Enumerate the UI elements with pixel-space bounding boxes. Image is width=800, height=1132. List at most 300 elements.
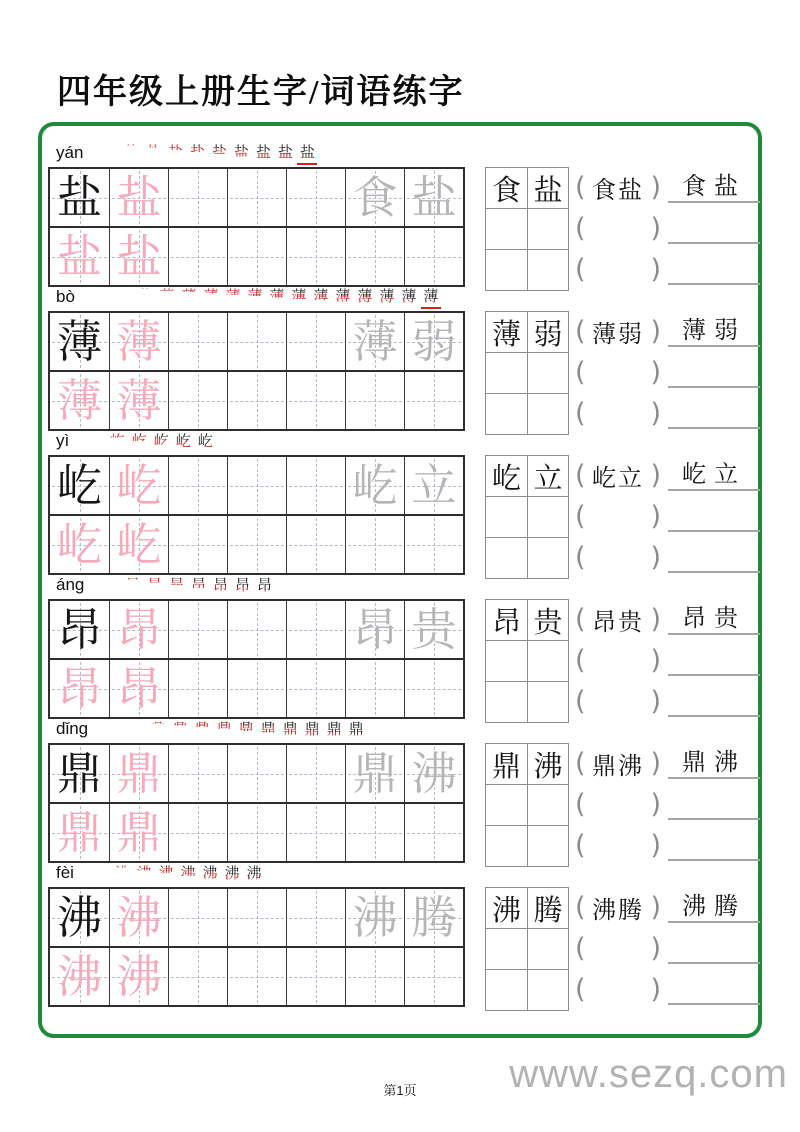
open-paren: ( xyxy=(575,254,586,285)
word-character: 立 xyxy=(533,460,563,495)
practice-cell xyxy=(227,660,286,717)
word-cell xyxy=(527,744,568,784)
practice-cell xyxy=(227,516,286,573)
close-paren: ) xyxy=(650,172,661,203)
pinyin-label: dǐng xyxy=(56,719,89,738)
writing-line xyxy=(668,784,760,825)
practice-cell xyxy=(168,169,227,226)
pinyin-label: yì xyxy=(56,431,70,450)
practice-cell xyxy=(168,457,227,514)
hint-character: 食 xyxy=(352,171,398,224)
close-paren: ) xyxy=(650,686,661,717)
practice-cell xyxy=(286,457,345,514)
word-cell xyxy=(527,888,568,928)
close-paren: ) xyxy=(650,357,661,388)
practice-cell xyxy=(404,948,463,1005)
practice-cell xyxy=(50,948,109,1005)
stroke-step: 薄 xyxy=(267,285,287,307)
stroke-order-sequence xyxy=(99,141,319,165)
word-cell xyxy=(527,353,568,393)
stroke-step: 薄 xyxy=(245,285,265,307)
trace-character: 薄 xyxy=(56,374,102,427)
practice-cell xyxy=(227,745,286,802)
stroke-step: 鼎 xyxy=(346,718,366,740)
stroke-step: 薄 xyxy=(223,285,243,307)
open-paren: ( xyxy=(575,892,586,923)
word-cell xyxy=(486,312,527,352)
word-cell xyxy=(527,641,568,681)
practice-cell xyxy=(404,169,463,226)
pinyin-line xyxy=(56,860,266,886)
close-paren: ) xyxy=(650,604,661,635)
practice-cell xyxy=(109,660,168,717)
stroke-step: 盐 xyxy=(143,141,163,163)
line-column xyxy=(668,167,760,290)
stroke-step: 薄 xyxy=(421,285,441,309)
practice-grid-row xyxy=(50,946,463,1005)
stroke-step: 沸 xyxy=(134,862,154,884)
practice-cell xyxy=(286,516,345,573)
word-cell xyxy=(486,641,527,681)
paren-blank xyxy=(575,928,661,969)
practice-cell xyxy=(286,889,345,946)
practice-cell xyxy=(345,169,404,226)
practice-cell xyxy=(50,745,109,802)
writing-line xyxy=(668,928,760,969)
open-paren: ( xyxy=(575,974,586,1005)
practice-cell xyxy=(50,601,109,658)
trace-character: 屹 xyxy=(116,518,162,571)
practice-cell xyxy=(109,745,168,802)
stroke-step: 薄 xyxy=(355,285,375,307)
word-grid-row xyxy=(486,969,568,1010)
practice-grid xyxy=(48,887,465,1007)
practice-grid xyxy=(48,311,465,431)
paren-blank xyxy=(575,599,661,640)
practice-cell xyxy=(227,889,286,946)
close-paren: ) xyxy=(650,748,661,779)
stroke-step: 屹 xyxy=(129,430,149,452)
word-in-parens: 食盐 xyxy=(592,176,644,204)
practice-cell xyxy=(345,372,404,429)
stroke-order-sequence xyxy=(91,285,443,309)
stroke-step: 薄 xyxy=(135,285,155,307)
character-row xyxy=(48,860,760,1005)
practice-grid-row xyxy=(50,658,463,717)
stroke-step: 鼎 xyxy=(148,718,168,740)
close-paren: ) xyxy=(650,316,661,347)
practice-cell xyxy=(50,313,109,370)
trace-character: 沸 xyxy=(116,950,162,1003)
character-row xyxy=(48,428,760,573)
stroke-step: 薄 xyxy=(289,285,309,307)
practice-cell xyxy=(404,745,463,802)
practice-cell xyxy=(345,804,404,861)
practice-grid xyxy=(48,599,465,719)
paren-blank xyxy=(575,640,661,681)
stroke-step: 盐 xyxy=(187,141,207,163)
practice-cell xyxy=(50,372,109,429)
practice-cell xyxy=(168,889,227,946)
writing-line xyxy=(668,599,760,640)
trace-character: 盐 xyxy=(116,230,162,283)
paren-column xyxy=(575,743,661,866)
practice-cell xyxy=(286,804,345,861)
stroke-step: 鼎 xyxy=(214,718,234,740)
trace-character: 屹 xyxy=(56,518,102,571)
practice-cell xyxy=(168,313,227,370)
trace-character: 昂 xyxy=(116,662,162,715)
practice-cell xyxy=(404,228,463,285)
paren-column xyxy=(575,311,661,434)
stroke-step: 屹 xyxy=(85,430,105,452)
stroke-step: 沸 xyxy=(200,862,220,884)
hint-character: 盐 xyxy=(411,171,457,224)
word-character: 屹 xyxy=(491,460,521,495)
page-title: 四年级上册生字/词语练字 xyxy=(57,74,465,111)
practice-cell xyxy=(168,745,227,802)
practice-cell xyxy=(168,516,227,573)
stroke-step: 鼎 xyxy=(280,718,300,740)
trace-character: 昂 xyxy=(56,662,102,715)
close-paren: ) xyxy=(650,213,661,244)
open-paren: ( xyxy=(575,686,586,717)
character-row xyxy=(48,716,760,861)
pinyin-label: yán xyxy=(56,143,84,162)
word-character: 昂 xyxy=(491,604,521,639)
trace-character: 薄 xyxy=(116,315,162,368)
word-character: 贵 xyxy=(533,604,563,639)
close-paren: ) xyxy=(650,974,661,1005)
close-paren: ) xyxy=(650,933,661,964)
paren-blank xyxy=(575,455,661,496)
model-character: 昂 xyxy=(56,603,102,656)
practice-grid-row xyxy=(50,226,463,285)
word-grid-row xyxy=(486,888,568,928)
practice-cell xyxy=(404,457,463,514)
hint-character: 沸 xyxy=(411,747,457,800)
stroke-step: 鼎 xyxy=(170,718,190,740)
stroke-step: 昂 xyxy=(122,574,142,596)
word-cell xyxy=(527,785,568,825)
hint-character: 贵 xyxy=(411,603,457,656)
practice-cell xyxy=(345,516,404,573)
pinyin-line xyxy=(56,716,368,742)
word-cell xyxy=(486,744,527,784)
stroke-step: 沸 xyxy=(90,862,110,884)
stroke-step: 鼎 xyxy=(236,718,256,740)
word-character: 鼎 xyxy=(491,748,521,783)
practice-grid-row xyxy=(50,313,463,370)
writing-line xyxy=(668,887,760,928)
character-row xyxy=(48,284,760,429)
word-cell xyxy=(486,353,527,393)
practice-cell xyxy=(50,889,109,946)
word-grid-row xyxy=(486,744,568,784)
trace-character: 鼎 xyxy=(56,806,102,859)
stroke-step: 薄 xyxy=(399,285,419,307)
word-cell xyxy=(486,456,527,496)
model-character: 屹 xyxy=(56,459,102,512)
pinyin-line xyxy=(56,284,443,310)
stroke-order-sequence xyxy=(90,862,266,884)
stroke-step: 鼎 xyxy=(258,718,278,740)
practice-grid xyxy=(48,167,465,287)
practice-grid xyxy=(48,743,465,863)
hint-character: 屹 xyxy=(352,459,398,512)
pinyin-line xyxy=(56,428,217,454)
writing-line xyxy=(668,969,760,1010)
pinyin-label: áng xyxy=(56,575,85,594)
word-on-line: 鼎沸 xyxy=(682,748,746,776)
open-paren: ( xyxy=(575,213,586,244)
paren-column xyxy=(575,599,661,722)
stroke-step: 沸 xyxy=(156,862,176,884)
close-paren: ) xyxy=(650,789,661,820)
open-paren: ( xyxy=(575,357,586,388)
word-grid-row xyxy=(486,600,568,640)
model-character: 薄 xyxy=(56,315,102,368)
practice-cell xyxy=(168,372,227,429)
practice-cell xyxy=(109,889,168,946)
practice-cell xyxy=(109,228,168,285)
word-cell xyxy=(527,209,568,249)
word-character: 弱 xyxy=(533,316,563,351)
practice-grid-row xyxy=(50,889,463,946)
practice-cell xyxy=(109,169,168,226)
writing-line xyxy=(668,352,760,393)
open-paren: ( xyxy=(575,460,586,491)
stroke-step: 盐 xyxy=(297,141,317,165)
paren-blank xyxy=(575,887,661,928)
word-grid xyxy=(485,887,569,1011)
stroke-step: 昂 xyxy=(144,574,164,596)
stroke-step: 昂 xyxy=(210,574,230,596)
close-paren: ) xyxy=(650,892,661,923)
practice-cell xyxy=(168,660,227,717)
line-column xyxy=(668,455,760,578)
model-character: 鼎 xyxy=(56,747,102,800)
word-on-line: 食盐 xyxy=(682,172,746,200)
pinyin-line xyxy=(56,572,276,598)
practice-cell xyxy=(227,457,286,514)
writing-line xyxy=(668,455,760,496)
stroke-step: 鼎 xyxy=(192,718,212,740)
line-column xyxy=(668,743,760,866)
practice-grid xyxy=(48,455,465,575)
word-grid-row xyxy=(486,352,568,393)
practice-cell xyxy=(286,228,345,285)
stroke-step: 盐 xyxy=(165,141,185,163)
trace-character: 鼎 xyxy=(116,806,162,859)
word-grid-row xyxy=(486,928,568,969)
character-row xyxy=(48,572,760,717)
practice-cell xyxy=(227,228,286,285)
word-cell xyxy=(527,168,568,208)
open-paren: ( xyxy=(575,316,586,347)
open-paren: ( xyxy=(575,398,586,429)
stroke-step: 沸 xyxy=(244,862,264,884)
stroke-step: 昂 xyxy=(254,574,274,596)
stroke-step: 屹 xyxy=(107,430,127,452)
practice-cell xyxy=(404,372,463,429)
paren-column xyxy=(575,455,661,578)
hint-character: 薄 xyxy=(352,315,398,368)
trace-character: 沸 xyxy=(116,891,162,944)
paren-blank xyxy=(575,969,661,1010)
practice-cell xyxy=(50,169,109,226)
stroke-step: 屹 xyxy=(195,430,215,452)
word-cell xyxy=(486,497,527,537)
practice-cell xyxy=(168,804,227,861)
trace-character: 盐 xyxy=(116,171,162,224)
stroke-order-sequence xyxy=(100,574,276,596)
word-cell xyxy=(527,497,568,537)
word-in-parens: 屹立 xyxy=(592,464,644,492)
practice-cell xyxy=(404,516,463,573)
word-grid-row xyxy=(486,312,568,352)
practice-cell xyxy=(286,745,345,802)
trace-character: 昂 xyxy=(116,603,162,656)
word-grid xyxy=(485,743,569,867)
stroke-step: 薄 xyxy=(201,285,221,307)
stroke-step: 盐 xyxy=(275,141,295,163)
practice-grid-row xyxy=(50,745,463,802)
word-grid xyxy=(485,311,569,435)
hint-character: 腾 xyxy=(411,891,457,944)
practice-cell xyxy=(109,372,168,429)
writing-line xyxy=(668,640,760,681)
word-character: 食 xyxy=(491,172,521,207)
word-character: 沸 xyxy=(491,892,521,927)
practice-cell xyxy=(404,601,463,658)
practice-cell xyxy=(345,601,404,658)
stroke-step: 沸 xyxy=(222,862,242,884)
word-character: 薄 xyxy=(491,316,521,351)
open-paren: ( xyxy=(575,789,586,820)
practice-grid-row xyxy=(50,601,463,658)
word-grid-row xyxy=(486,456,568,496)
close-paren: ) xyxy=(650,830,661,861)
hint-character: 沸 xyxy=(352,891,398,944)
open-paren: ( xyxy=(575,933,586,964)
practice-cell xyxy=(345,948,404,1005)
open-paren: ( xyxy=(575,172,586,203)
page-number: 第1页 xyxy=(383,1083,417,1098)
word-in-parens: 鼎沸 xyxy=(592,752,644,780)
paren-blank xyxy=(575,743,661,784)
word-in-parens: 昂贵 xyxy=(592,608,644,636)
writing-line xyxy=(668,743,760,784)
practice-cell xyxy=(286,372,345,429)
practice-cell xyxy=(286,169,345,226)
word-cell xyxy=(527,600,568,640)
stroke-step: 薄 xyxy=(377,285,397,307)
practice-cell xyxy=(345,660,404,717)
practice-cell xyxy=(227,804,286,861)
practice-cell xyxy=(50,660,109,717)
practice-cell xyxy=(109,457,168,514)
practice-cell xyxy=(227,313,286,370)
paren-blank xyxy=(575,208,661,249)
close-paren: ) xyxy=(650,645,661,676)
stroke-step: 屹 xyxy=(151,430,171,452)
paren-blank xyxy=(575,167,661,208)
close-paren: ) xyxy=(650,398,661,429)
practice-grid-row xyxy=(50,457,463,514)
line-column xyxy=(668,887,760,1010)
practice-cell xyxy=(109,601,168,658)
word-grid-row xyxy=(486,496,568,537)
word-grid-row xyxy=(486,208,568,249)
pinyin-label: fèi xyxy=(56,863,74,882)
stroke-step: 鼎 xyxy=(104,718,124,740)
practice-cell xyxy=(168,228,227,285)
stroke-step: 盐 xyxy=(209,141,229,163)
open-paren: ( xyxy=(575,501,586,532)
practice-cell xyxy=(50,228,109,285)
trace-character: 鼎 xyxy=(116,747,162,800)
paren-blank xyxy=(575,352,661,393)
practice-cell xyxy=(404,889,463,946)
trace-character: 屹 xyxy=(116,459,162,512)
word-on-line: 屹立 xyxy=(682,460,746,488)
stroke-step: 盐 xyxy=(231,141,251,163)
line-column xyxy=(668,599,760,722)
word-cell xyxy=(527,312,568,352)
word-grid-row xyxy=(486,640,568,681)
practice-cell xyxy=(404,804,463,861)
pinyin-label: bò xyxy=(56,287,75,306)
word-cell xyxy=(486,168,527,208)
stroke-step: 鼎 xyxy=(126,718,146,740)
writing-line xyxy=(668,496,760,537)
paren-column xyxy=(575,887,661,1010)
open-paren: ( xyxy=(575,748,586,779)
practice-cell xyxy=(404,313,463,370)
practice-cell xyxy=(345,313,404,370)
practice-grid-row xyxy=(50,514,463,573)
practice-cell xyxy=(345,228,404,285)
paren-blank xyxy=(575,311,661,352)
word-in-parens: 薄弱 xyxy=(592,320,644,348)
word-cell xyxy=(486,600,527,640)
stroke-step: 薄 xyxy=(91,285,111,307)
practice-cell xyxy=(286,313,345,370)
stroke-step: 鼎 xyxy=(302,718,322,740)
practice-cell xyxy=(286,660,345,717)
stroke-step: 沸 xyxy=(178,862,198,884)
practice-cell xyxy=(227,948,286,1005)
word-cell xyxy=(486,785,527,825)
stroke-step: 沸 xyxy=(112,862,132,884)
trace-character: 盐 xyxy=(56,230,102,283)
open-paren: ( xyxy=(575,604,586,635)
close-paren: ) xyxy=(650,501,661,532)
practice-cell xyxy=(50,516,109,573)
practice-cell xyxy=(168,601,227,658)
stroke-step: 屹 xyxy=(173,430,193,452)
stroke-step: 昂 xyxy=(166,574,186,596)
stroke-step: 昂 xyxy=(100,574,120,596)
writing-line xyxy=(668,208,760,249)
word-on-line: 薄弱 xyxy=(682,316,746,344)
practice-cell xyxy=(227,372,286,429)
worksheet xyxy=(38,122,762,1038)
stroke-step: 薄 xyxy=(333,285,353,307)
stroke-step: 薄 xyxy=(311,285,331,307)
word-cell xyxy=(486,888,527,928)
